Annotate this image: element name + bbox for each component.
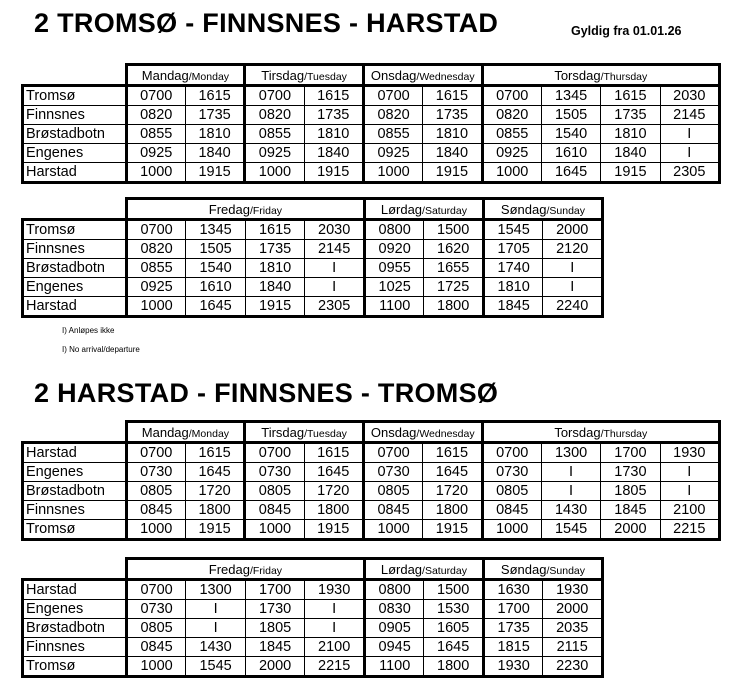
departure-time: 0730 bbox=[126, 600, 186, 619]
stop-name: Finnsnes bbox=[23, 638, 127, 657]
departure-time: 1645 bbox=[541, 163, 600, 183]
departure-time: 1645 bbox=[424, 638, 484, 657]
departure-time: 1345 bbox=[186, 220, 246, 240]
departure-time: 1615 bbox=[423, 443, 482, 463]
departure-time: 1730 bbox=[601, 463, 660, 482]
stop-name: Tromsø bbox=[23, 86, 127, 106]
departure-time: 1505 bbox=[541, 106, 600, 125]
departure-time: I bbox=[660, 144, 719, 163]
timetable-return-mon-thu bbox=[21, 420, 721, 541]
departure-time: 1000 bbox=[245, 520, 304, 540]
departure-time: 2215 bbox=[305, 657, 365, 677]
stop-row bbox=[23, 443, 720, 463]
stop-row bbox=[23, 501, 720, 520]
departure-time: 1100 bbox=[364, 657, 424, 677]
header-spacer bbox=[23, 65, 127, 86]
departure-time: 1915 bbox=[304, 163, 363, 183]
stop-name: Finnsnes bbox=[23, 501, 127, 520]
departure-time: 1605 bbox=[424, 619, 484, 638]
departure-time: 1800 bbox=[304, 501, 363, 520]
day-name-english: /Tuesday bbox=[304, 70, 347, 83]
departure-time: 1500 bbox=[424, 580, 484, 600]
departure-time: 0700 bbox=[245, 86, 304, 106]
departure-time: 0820 bbox=[363, 106, 422, 125]
departure-time: 0700 bbox=[363, 86, 422, 106]
stop-name: Finnsnes bbox=[23, 240, 127, 259]
departure-time: 1735 bbox=[245, 240, 305, 259]
departure-time: 1300 bbox=[186, 580, 246, 600]
departure-time: 0925 bbox=[482, 144, 541, 163]
departure-time: 1840 bbox=[304, 144, 363, 163]
departure-time: 0730 bbox=[482, 463, 541, 482]
departure-time: 1645 bbox=[304, 463, 363, 482]
departure-time: 1720 bbox=[423, 482, 482, 501]
day-name-english: /Wednesday bbox=[416, 427, 475, 440]
departure-time: 1025 bbox=[364, 278, 424, 297]
stop-name: Harstad bbox=[23, 443, 127, 463]
stop-row bbox=[23, 163, 720, 183]
departure-time: 0805 bbox=[482, 482, 541, 501]
stop-row bbox=[23, 278, 603, 297]
departure-time: 1540 bbox=[186, 259, 246, 278]
day-name: Tirsdag bbox=[261, 67, 305, 83]
departure-time: 2000 bbox=[601, 520, 660, 540]
departure-time: 1915 bbox=[423, 163, 482, 183]
departure-time: 0855 bbox=[126, 259, 186, 278]
departure-time: 0700 bbox=[126, 580, 186, 600]
departure-time: 1610 bbox=[186, 278, 246, 297]
stop-row bbox=[23, 106, 720, 125]
departure-time: I bbox=[541, 482, 600, 501]
departure-time: 0730 bbox=[245, 463, 304, 482]
departure-time: 1840 bbox=[245, 278, 305, 297]
departure-time: 1430 bbox=[541, 501, 600, 520]
day-header bbox=[482, 422, 719, 443]
departure-time: 2100 bbox=[305, 638, 365, 657]
day-header-row bbox=[23, 559, 603, 580]
departure-time: 1000 bbox=[245, 163, 304, 183]
departure-time: 2035 bbox=[543, 619, 603, 638]
departure-time: 1700 bbox=[483, 600, 543, 619]
stop-name: Tromsø bbox=[23, 520, 127, 540]
departure-time: 1000 bbox=[126, 520, 185, 540]
day-name-english: /Sunday bbox=[546, 204, 585, 217]
departure-time: 0845 bbox=[363, 501, 422, 520]
day-name: Torsdag bbox=[554, 67, 601, 83]
departure-time: 1000 bbox=[126, 297, 186, 317]
departure-time: 1615 bbox=[185, 443, 244, 463]
stop-row bbox=[23, 144, 720, 163]
stop-row bbox=[23, 463, 720, 482]
departure-time: 0820 bbox=[482, 106, 541, 125]
departure-time: 0925 bbox=[126, 144, 185, 163]
day-header bbox=[126, 199, 364, 220]
day-name-english: /Tuesday bbox=[304, 427, 347, 440]
departure-time: 0855 bbox=[245, 125, 304, 144]
departure-time: 1000 bbox=[126, 657, 186, 677]
departure-time: I bbox=[660, 125, 719, 144]
departure-time: 1735 bbox=[601, 106, 660, 125]
departure-time: I bbox=[305, 619, 365, 638]
departure-time: 1735 bbox=[185, 106, 244, 125]
departure-time: 1810 bbox=[423, 125, 482, 144]
departure-time: 0845 bbox=[245, 501, 304, 520]
day-name: Onsdag bbox=[370, 424, 417, 440]
departure-time: 1930 bbox=[483, 657, 543, 677]
day-name-english: /Friday bbox=[249, 204, 283, 217]
day-name: Søndag bbox=[500, 201, 547, 217]
departure-time: 1505 bbox=[186, 240, 246, 259]
departure-time: 1645 bbox=[423, 463, 482, 482]
departure-time: 2000 bbox=[245, 657, 305, 677]
day-header bbox=[126, 559, 364, 580]
day-header bbox=[483, 559, 602, 580]
day-header-row bbox=[23, 65, 720, 86]
departure-time: 0805 bbox=[126, 619, 186, 638]
section-title-return: 2 HARSTAD - FINNSNES - TROMSØ bbox=[34, 378, 499, 408]
day-name: Tirsdag bbox=[261, 424, 305, 440]
day-name: Onsdag bbox=[370, 67, 417, 83]
departure-time: 2145 bbox=[305, 240, 365, 259]
day-name: Mandag bbox=[141, 424, 189, 440]
stop-row bbox=[23, 259, 603, 278]
departure-time: 1500 bbox=[424, 220, 484, 240]
footnote-no: I) Anløpes ikke bbox=[62, 326, 115, 335]
departure-time: 1810 bbox=[304, 125, 363, 144]
departure-time: 0820 bbox=[245, 106, 304, 125]
departure-time: 0820 bbox=[126, 106, 185, 125]
departure-time: 1930 bbox=[543, 580, 603, 600]
departure-time: 0700 bbox=[482, 86, 541, 106]
departure-time: 1805 bbox=[601, 482, 660, 501]
header-spacer bbox=[23, 422, 127, 443]
day-header bbox=[483, 199, 602, 220]
stop-name: Engenes bbox=[23, 463, 127, 482]
departure-time: 2000 bbox=[543, 600, 603, 619]
departure-time: I bbox=[660, 482, 719, 501]
departure-time: 1615 bbox=[304, 86, 363, 106]
departure-time: 0845 bbox=[126, 501, 185, 520]
day-name-english: /Monday bbox=[188, 427, 230, 440]
departure-time: 1545 bbox=[541, 520, 600, 540]
departure-time: 1845 bbox=[245, 638, 305, 657]
departure-time: 1000 bbox=[482, 163, 541, 183]
day-header-row bbox=[23, 422, 720, 443]
departure-time: 1915 bbox=[423, 520, 482, 540]
stop-row bbox=[23, 520, 720, 540]
stop-row bbox=[23, 600, 603, 619]
departure-time: 1810 bbox=[483, 278, 543, 297]
departure-time: 1700 bbox=[245, 580, 305, 600]
stop-name: Harstad bbox=[23, 580, 127, 600]
day-name-english: /Friday bbox=[249, 564, 283, 577]
departure-time: I bbox=[543, 278, 603, 297]
departure-time: 1545 bbox=[483, 220, 543, 240]
stop-name: Brøstadbotn bbox=[23, 482, 127, 501]
departure-time: 1630 bbox=[483, 580, 543, 600]
departure-time: 2120 bbox=[543, 240, 603, 259]
departure-time: 2145 bbox=[660, 106, 719, 125]
departure-time: 1720 bbox=[304, 482, 363, 501]
departure-time: 0925 bbox=[363, 144, 422, 163]
stop-row bbox=[23, 619, 603, 638]
departure-time: I bbox=[186, 600, 246, 619]
timetable-outbound-fri-sun bbox=[21, 197, 604, 318]
departure-time: 0820 bbox=[126, 240, 186, 259]
departure-time: 1645 bbox=[185, 463, 244, 482]
departure-time: 1000 bbox=[363, 520, 422, 540]
departure-time: 1705 bbox=[483, 240, 543, 259]
day-name: Søndag bbox=[500, 561, 547, 577]
stop-row bbox=[23, 482, 720, 501]
departure-time: 0700 bbox=[126, 86, 185, 106]
departure-time: 1840 bbox=[423, 144, 482, 163]
timetable-return-fri-sun bbox=[21, 557, 604, 678]
valid-from: Gyldig fra 01.01.26 bbox=[571, 24, 682, 38]
departure-time: 1700 bbox=[601, 443, 660, 463]
stop-name: Engenes bbox=[23, 600, 127, 619]
stop-name: Tromsø bbox=[23, 220, 127, 240]
departure-time: I bbox=[305, 278, 365, 297]
stop-name: Tromsø bbox=[23, 657, 127, 677]
departure-time: 2115 bbox=[543, 638, 603, 657]
departure-time: I bbox=[186, 619, 246, 638]
departure-time: 1810 bbox=[601, 125, 660, 144]
day-header bbox=[245, 65, 364, 86]
departure-time: 1915 bbox=[601, 163, 660, 183]
departure-time: 1840 bbox=[185, 144, 244, 163]
departure-time: 1000 bbox=[482, 520, 541, 540]
departure-time: 1805 bbox=[245, 619, 305, 638]
stop-name: Engenes bbox=[23, 278, 127, 297]
departure-time: 1300 bbox=[541, 443, 600, 463]
day-header bbox=[363, 422, 482, 443]
departure-time: 1730 bbox=[245, 600, 305, 619]
departure-time: 1655 bbox=[424, 259, 484, 278]
stop-name: Brøstadbotn bbox=[23, 125, 127, 144]
stop-name: Finnsnes bbox=[23, 106, 127, 125]
departure-time: 1915 bbox=[185, 520, 244, 540]
departure-time: 0855 bbox=[363, 125, 422, 144]
departure-time: 0700 bbox=[482, 443, 541, 463]
stop-row bbox=[23, 125, 720, 144]
departure-time: 0955 bbox=[364, 259, 424, 278]
departure-time: 2240 bbox=[543, 297, 603, 317]
day-header bbox=[364, 559, 483, 580]
day-name: Fredag bbox=[208, 561, 250, 577]
day-name-english: /Sunday bbox=[546, 564, 585, 577]
departure-time: 1615 bbox=[185, 86, 244, 106]
departure-time: 1720 bbox=[185, 482, 244, 501]
departure-time: 1915 bbox=[185, 163, 244, 183]
departure-time: 1540 bbox=[541, 125, 600, 144]
departure-time: 1915 bbox=[245, 297, 305, 317]
departure-time: 2000 bbox=[543, 220, 603, 240]
departure-time: 1000 bbox=[126, 163, 185, 183]
departure-time: 1800 bbox=[424, 297, 484, 317]
departure-time: 0945 bbox=[364, 638, 424, 657]
stop-name: Brøstadbotn bbox=[23, 619, 127, 638]
stop-name: Harstad bbox=[23, 297, 127, 317]
departure-time: 1915 bbox=[304, 520, 363, 540]
departure-time: I bbox=[305, 600, 365, 619]
departure-time: 0800 bbox=[364, 580, 424, 600]
stop-row bbox=[23, 297, 603, 317]
departure-time: 1930 bbox=[660, 443, 719, 463]
departure-time: 0905 bbox=[364, 619, 424, 638]
departure-time: 0805 bbox=[363, 482, 422, 501]
header-spacer bbox=[23, 559, 127, 580]
departure-time: 2230 bbox=[543, 657, 603, 677]
departure-time: I bbox=[305, 259, 365, 278]
departure-time: 1845 bbox=[483, 297, 543, 317]
departure-time: 1615 bbox=[245, 220, 305, 240]
departure-time: 1815 bbox=[483, 638, 543, 657]
stop-row bbox=[23, 638, 603, 657]
departure-time: 1810 bbox=[245, 259, 305, 278]
departure-time: 1620 bbox=[424, 240, 484, 259]
departure-time: 0700 bbox=[245, 443, 304, 463]
departure-time: 0700 bbox=[363, 443, 422, 463]
departure-time: 1840 bbox=[601, 144, 660, 163]
day-header bbox=[482, 65, 719, 86]
day-name-english: /Saturday bbox=[422, 204, 467, 217]
departure-time: 1100 bbox=[364, 297, 424, 317]
departure-time: 0845 bbox=[126, 638, 186, 657]
day-name: Lørdag bbox=[380, 561, 423, 577]
departure-time: 1345 bbox=[541, 86, 600, 106]
departure-time: 1725 bbox=[424, 278, 484, 297]
footnote-en: I) No arrival/departure bbox=[62, 345, 140, 354]
departure-time: 2305 bbox=[660, 163, 719, 183]
departure-time: 1810 bbox=[185, 125, 244, 144]
departure-time: 1430 bbox=[186, 638, 246, 657]
day-header bbox=[126, 422, 245, 443]
timetable-outbound-mon-thu bbox=[21, 63, 721, 184]
departure-time: 1735 bbox=[483, 619, 543, 638]
stop-row bbox=[23, 86, 720, 106]
departure-time: 1610 bbox=[541, 144, 600, 163]
departure-time: 1800 bbox=[185, 501, 244, 520]
departure-time: 1615 bbox=[601, 86, 660, 106]
stop-row bbox=[23, 580, 603, 600]
day-name: Torsdag bbox=[554, 424, 601, 440]
departure-time: 2100 bbox=[660, 501, 719, 520]
departure-time: 0730 bbox=[126, 463, 185, 482]
departure-time: 0700 bbox=[126, 220, 186, 240]
departure-time: 1615 bbox=[423, 86, 482, 106]
day-name-english: /Wednesday bbox=[416, 70, 475, 83]
departure-time: 0925 bbox=[245, 144, 304, 163]
departure-time: 0805 bbox=[245, 482, 304, 501]
stop-row bbox=[23, 220, 603, 240]
departure-time: 1800 bbox=[424, 657, 484, 677]
header-spacer bbox=[23, 199, 127, 220]
departure-time: 0920 bbox=[364, 240, 424, 259]
day-name: Lørdag bbox=[380, 201, 423, 217]
stop-name: Brøstadbotn bbox=[23, 259, 127, 278]
departure-time: 2030 bbox=[660, 86, 719, 106]
day-name-english: /Monday bbox=[188, 70, 230, 83]
day-name-english: /Thursday bbox=[600, 70, 648, 83]
departure-time: 2215 bbox=[660, 520, 719, 540]
departure-time: 1735 bbox=[423, 106, 482, 125]
day-name-english: /Thursday bbox=[600, 427, 648, 440]
departure-time: 1000 bbox=[363, 163, 422, 183]
stop-row bbox=[23, 240, 603, 259]
departure-time: 0805 bbox=[126, 482, 185, 501]
day-name: Mandag bbox=[141, 67, 189, 83]
day-header bbox=[126, 65, 245, 86]
departure-time: 0800 bbox=[364, 220, 424, 240]
departure-time: 0700 bbox=[126, 443, 185, 463]
departure-time: 1845 bbox=[601, 501, 660, 520]
stop-row bbox=[23, 657, 603, 677]
departure-time: 0730 bbox=[363, 463, 422, 482]
departure-time: 0855 bbox=[126, 125, 185, 144]
stop-name: Engenes bbox=[23, 144, 127, 163]
departure-time: 0830 bbox=[364, 600, 424, 619]
departure-time: 2305 bbox=[305, 297, 365, 317]
departure-time: 1930 bbox=[305, 580, 365, 600]
departure-time: 1740 bbox=[483, 259, 543, 278]
departure-time: I bbox=[543, 259, 603, 278]
departure-time: 1545 bbox=[186, 657, 246, 677]
departure-time: 1800 bbox=[423, 501, 482, 520]
departure-time: 0845 bbox=[482, 501, 541, 520]
departure-time: 2030 bbox=[305, 220, 365, 240]
stop-name: Harstad bbox=[23, 163, 127, 183]
departure-time: 1615 bbox=[304, 443, 363, 463]
departure-time: 1530 bbox=[424, 600, 484, 619]
day-name-english: /Saturday bbox=[422, 564, 467, 577]
day-header bbox=[363, 65, 482, 86]
day-header bbox=[245, 422, 364, 443]
page-title: 2 TROMSØ - FINNSNES - HARSTAD bbox=[34, 8, 499, 38]
departure-time: 0925 bbox=[126, 278, 186, 297]
departure-time: I bbox=[541, 463, 600, 482]
day-name: Fredag bbox=[208, 201, 250, 217]
departure-time: 1735 bbox=[304, 106, 363, 125]
day-header bbox=[364, 199, 483, 220]
day-header-row bbox=[23, 199, 603, 220]
departure-time: 0855 bbox=[482, 125, 541, 144]
departure-time: 1645 bbox=[186, 297, 246, 317]
departure-time: I bbox=[660, 463, 719, 482]
